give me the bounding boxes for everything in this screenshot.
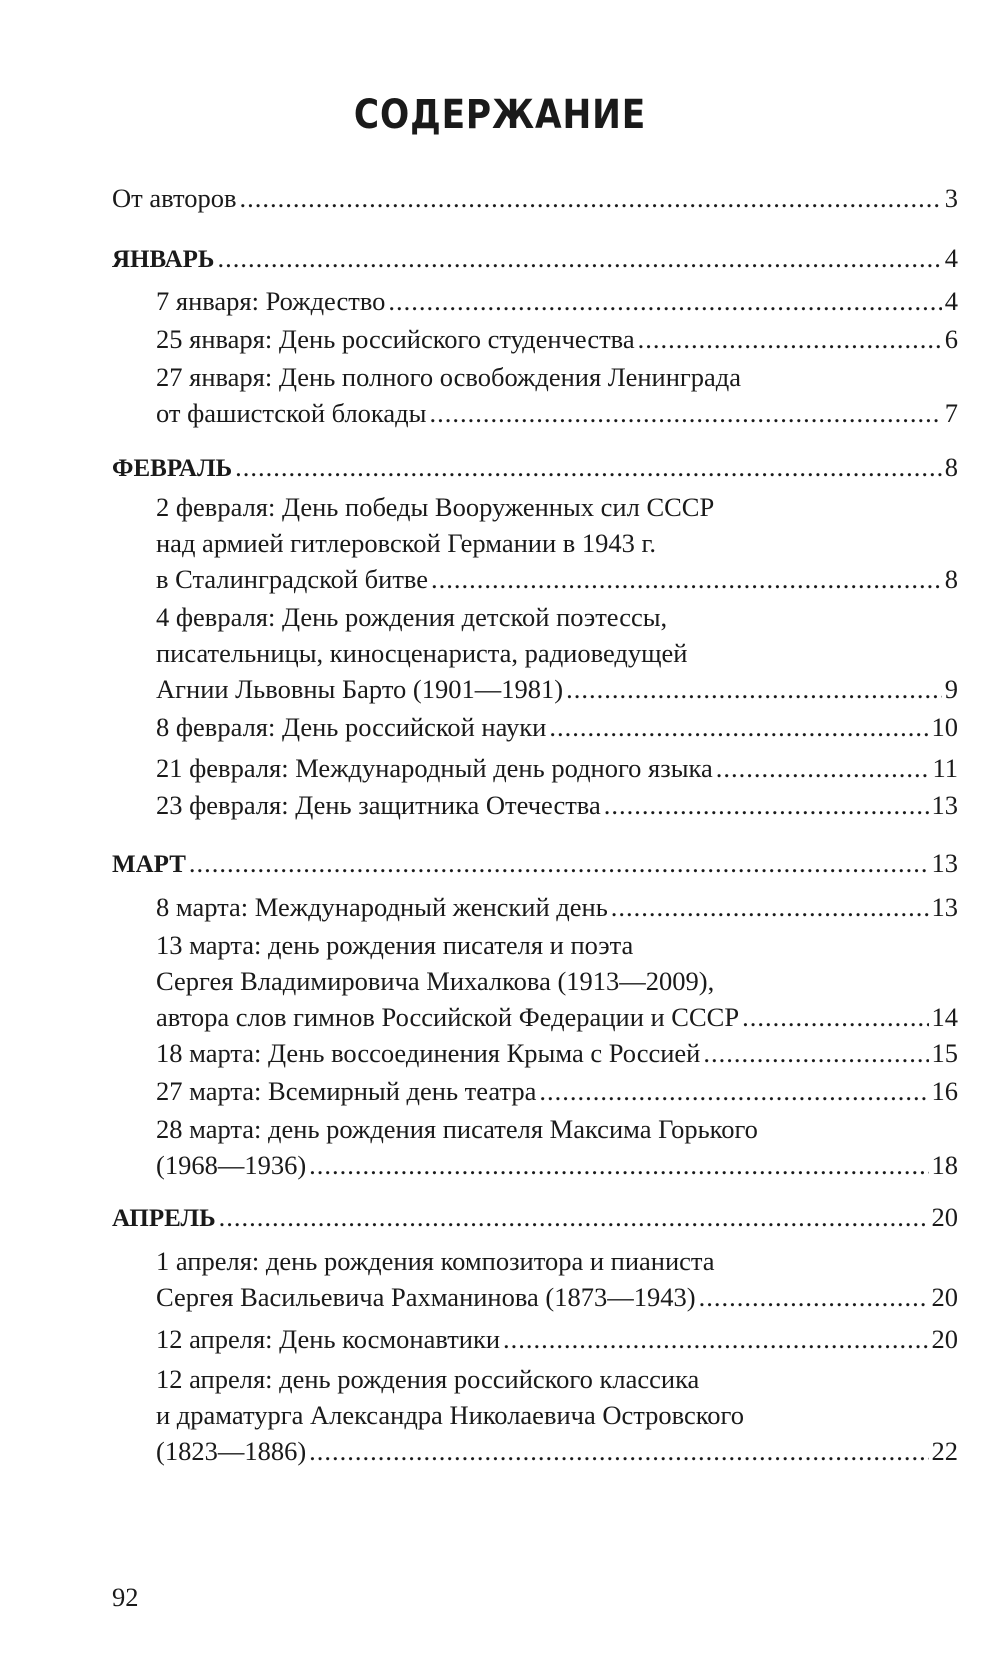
toc-page-number: 9 — [944, 674, 958, 704]
toc-page-number: 20 — [931, 1282, 958, 1312]
toc-entry-text: 27 марта: Всемирный день театра — [156, 1076, 537, 1106]
toc-page-number: 4 — [944, 286, 958, 316]
toc-entry-text: ЯНВАРЬ — [112, 246, 215, 273]
dot-leader — [539, 1073, 928, 1109]
toc-entry-text: 21 февраля: Международный день родного языка — [156, 753, 713, 783]
toc-entry — [156, 1073, 958, 1109]
toc-entry-line: 2 февраля: День победы Вооруженных сил СССР — [156, 492, 715, 522]
toc-entry-last-line — [112, 240, 958, 278]
toc-entry — [156, 1361, 958, 1469]
dot-leader — [566, 671, 942, 707]
toc-entry-last-line — [156, 1321, 958, 1357]
toc-entry-text: Сергея Васильевича Рахманинова (1873—1943) — [156, 1282, 696, 1312]
dot-leader — [611, 889, 929, 925]
toc-entry-last-line — [112, 1199, 958, 1237]
toc-entry-text: От авторов — [112, 183, 237, 213]
toc-page-number: 7 — [944, 398, 958, 428]
toc-month-heading — [112, 1199, 958, 1237]
toc-entry-last-line — [112, 449, 958, 487]
toc-entry-line: и драматурга Александра Николаевича Островского — [156, 1400, 745, 1430]
toc-entry-text: ФЕВРАЛЬ — [112, 455, 233, 482]
toc-entry-text: в Сталинградской битве — [156, 564, 429, 594]
dot-leader — [549, 709, 928, 745]
toc-entry — [156, 283, 958, 319]
toc-entry-text: от фашистской блокады — [156, 398, 427, 428]
toc-entry — [156, 489, 958, 597]
dot-leader — [716, 750, 930, 786]
toc-entry-text: автора слов гимнов Российской Федерации и СССР — [156, 1002, 740, 1032]
dot-leader — [429, 395, 941, 431]
toc-page-number: 3 — [944, 183, 958, 213]
toc-entry — [156, 889, 958, 925]
toc-entry-text: 25 января: День российского студенчества — [156, 324, 635, 354]
toc-entry-last-line — [156, 787, 958, 823]
toc-entry-last-line — [156, 1433, 958, 1469]
toc-entry-line: 1 апреля: день рождения композитора и пианиста — [156, 1246, 715, 1276]
toc-page-number: 4 — [944, 243, 958, 273]
toc-page-number: 16 — [931, 1076, 958, 1106]
toc-entry-last-line — [156, 1279, 958, 1315]
dot-leader — [638, 321, 942, 357]
toc-entry-last-line — [156, 321, 958, 357]
toc-entry-last-line — [156, 1147, 958, 1183]
dot-leader — [219, 1199, 929, 1235]
dot-leader — [604, 787, 929, 823]
toc-page-number: 10 — [931, 712, 958, 742]
toc-entry — [156, 1035, 958, 1071]
dot-leader — [217, 240, 941, 276]
toc-entry-text: МАРТ — [112, 851, 186, 878]
toc-page-number: 22 — [931, 1436, 958, 1466]
toc-entry — [156, 1321, 958, 1357]
toc-page-number: 14 — [931, 1002, 958, 1032]
toc-page-number: 15 — [931, 1038, 958, 1068]
dot-leader — [431, 561, 942, 597]
toc-page-number: 11 — [932, 753, 958, 783]
toc-entry-text: Агнии Львовны Барто (1901—1981) — [156, 674, 564, 704]
page-title: СОДЕРЖАНИЕ — [353, 92, 647, 138]
toc-entry-text: 8 февраля: День российской науки — [156, 712, 547, 742]
page-number: 92 — [112, 1582, 139, 1612]
toc-entry-last-line — [156, 283, 958, 319]
toc-month-heading — [112, 240, 958, 278]
toc-entry-last-line — [156, 561, 958, 597]
toc-entry-last-line — [156, 1035, 958, 1071]
toc-entry-last-line — [156, 1073, 958, 1109]
toc-entry-text: 8 марта: Международный женский день — [156, 892, 608, 922]
dot-leader — [235, 449, 942, 485]
toc-page-number: 20 — [931, 1324, 958, 1354]
toc-entry — [156, 1243, 958, 1315]
dot-leader — [699, 1279, 929, 1315]
toc-entry — [156, 1111, 958, 1183]
toc-entry — [112, 180, 958, 216]
toc-entry-last-line — [112, 845, 958, 883]
toc-entry-text: 18 марта: День воссоединения Крыма с Россией — [156, 1038, 701, 1068]
toc-month-heading — [112, 845, 958, 883]
toc-entry — [156, 787, 958, 823]
toc-entry-line: 12 апреля: день рождения российского классика — [156, 1364, 700, 1394]
toc-entry-text: (1823—1886) — [156, 1436, 307, 1466]
toc-page-number: 6 — [944, 324, 958, 354]
toc-entry-line: 13 марта: день рождения писателя и поэта — [156, 930, 634, 960]
toc-page-number: 8 — [944, 452, 958, 482]
toc-entry-text: (1968—1936) — [156, 1150, 307, 1180]
toc-entry-line: 28 марта: день рождения писателя Максима Горького — [156, 1114, 758, 1144]
dot-leader — [309, 1147, 928, 1183]
toc-page-number: 18 — [931, 1150, 958, 1180]
toc-entry-text: 12 апреля: День космонавтики — [156, 1324, 501, 1354]
toc-entry-line: Сергея Владимировича Михалкова (1913—2009), — [156, 966, 715, 996]
toc-month-heading — [112, 449, 958, 487]
toc-entry-text: 7 января: Рождество — [156, 286, 386, 316]
toc-entry-last-line — [156, 709, 958, 745]
dot-leader — [503, 1321, 928, 1357]
toc-entry — [156, 359, 958, 431]
dot-leader — [742, 999, 928, 1035]
dot-leader — [388, 283, 941, 319]
toc-entry — [156, 750, 958, 786]
toc-page-number: 8 — [944, 564, 958, 594]
toc-entry-last-line — [156, 999, 958, 1035]
toc-entry — [156, 927, 958, 1035]
dot-leader — [703, 1035, 928, 1071]
toc-entry-text: 23 февраля: День защитника Отечества — [156, 790, 601, 820]
dot-leader — [309, 1433, 928, 1469]
dot-leader — [189, 845, 929, 881]
toc-entry-last-line — [156, 750, 958, 786]
toc-entry-last-line — [112, 180, 958, 216]
toc-page-number: 20 — [931, 1202, 958, 1232]
toc-page-number: 13 — [931, 892, 958, 922]
toc-entry-text: АПРЕЛЬ — [112, 1205, 216, 1232]
toc-entry-line: 27 января: День полного освобождения Ленинграда — [156, 362, 742, 392]
toc-entry-last-line — [156, 889, 958, 925]
toc-page-number: 13 — [931, 848, 958, 878]
toc-entry-line: писательницы, киносценариста, радиоведущей — [156, 638, 688, 668]
toc-entry-last-line — [156, 671, 958, 707]
toc-page-number: 13 — [931, 790, 958, 820]
toc-entry-last-line — [156, 395, 958, 431]
toc-entry — [156, 599, 958, 707]
toc-entry — [156, 709, 958, 745]
toc-entry — [156, 321, 958, 357]
toc-entry-line: над армией гитлеровской Германии в 1943 г. — [156, 528, 657, 558]
toc-entry-line: 4 февраля: День рождения детской поэтессы, — [156, 602, 668, 632]
dot-leader — [239, 180, 941, 216]
